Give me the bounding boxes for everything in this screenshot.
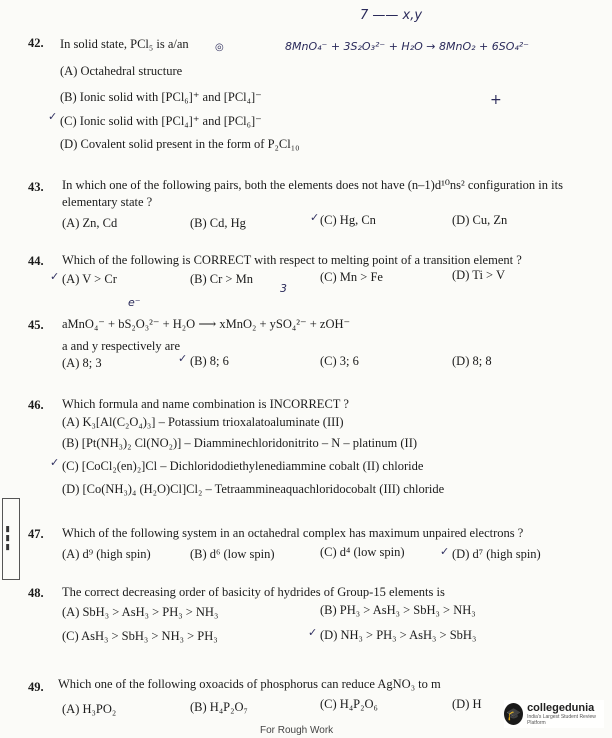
question-stem: The correct decreasing order of basicity of hydrides of Group-15 elements is xyxy=(62,585,445,599)
handwritten-equation: 8MnO₄⁻ + 3S₂O₃²⁻ + H₂O → 8MnO₂ + 6SO₄²⁻ xyxy=(285,40,529,53)
tick-mark-icon: ✓ xyxy=(440,545,450,558)
tick-mark-icon: ✓ xyxy=(310,211,320,224)
option-b: (B) PH₃ > AsH₃ > SbH₃ > NH₃ xyxy=(320,603,476,617)
option-c: (C) Hg, Cn xyxy=(320,213,376,227)
question-stem: Which of the following system in an octahedral complex has maximum unpaired electrons ? xyxy=(62,526,524,540)
collegedunia-logo xyxy=(504,700,604,728)
question-stem: Which one of the following oxoacids of phosphorus can reduce AgNO₃ to m xyxy=(58,677,441,691)
option-d: (D) Cu, Zn xyxy=(452,213,508,227)
option-d: (D) H xyxy=(452,697,482,711)
option-d: (D) 8; 8 xyxy=(452,354,492,368)
option-c: (C) Mn > Fe xyxy=(320,270,383,284)
option-a: (A) Octahedral structure xyxy=(60,64,183,78)
option-a: (A) V > Cr xyxy=(62,272,117,286)
tick-mark-icon: ✓ xyxy=(308,626,318,639)
question-stem: In which one of the following pairs, both the elements does not have (n–1)d¹⁰ns² configuration in its elementary state ? xyxy=(62,178,563,209)
handwritten-plus: + xyxy=(490,92,502,108)
option-c: (C) Ionic solid with [PCl₄]⁺ and [PCl₆]⁻ xyxy=(60,114,262,128)
tick-mark-icon: ✓ xyxy=(50,456,60,469)
footer-text: For Rough Work xyxy=(260,725,334,736)
handwritten-mark: e⁻ xyxy=(128,296,141,309)
option-c: (C) AsH₃ > SbH₃ > NH₃ > PH₃ xyxy=(62,629,218,643)
question-number: 49. xyxy=(28,680,44,694)
option-b: (B) 8; 6 xyxy=(190,354,229,368)
option-b: (B) Cr > Mn xyxy=(190,272,253,286)
option-a: (A) 8; 3 xyxy=(62,356,102,370)
option-c: (C) [CoCl₂(en)₂]Cl – Dichloridodiethylenediammine cobalt (II) chloride xyxy=(62,459,424,473)
logo-tagline: India's Largest Student Review Platform xyxy=(527,713,596,726)
option-b: (B) [Pt(NH₃)₂ Cl(NO₂)] – Diamminechloridonitrito – N – platinum (II) xyxy=(62,436,418,450)
question-number: 47. xyxy=(28,527,44,541)
option-d: (D) NH₃ > PH₃ > AsH₃ > SbH₃ xyxy=(320,628,477,642)
graduate-cap-icon: 🎓 xyxy=(504,703,523,725)
option-c: (C) H₄P₂O₆ xyxy=(320,697,378,711)
question-number: 45. xyxy=(28,318,44,332)
option-a: (A) K₃[Al(C₂O₄)₃] – Potassium trioxalatoaluminate (III) xyxy=(62,415,344,429)
question-number: 46. xyxy=(28,398,44,412)
option-d: (D) Covalent solid present in the form of P₂Cl₁₀ xyxy=(60,137,300,151)
option-d: (D) [Co(NH₃)₄ (H₂O)Cl]Cl₂ – Tetraammineaquachloridocobalt (III) chloride xyxy=(62,482,445,496)
logo-name: collegedunia xyxy=(527,701,595,714)
option-b: (B) d⁶ (low spin) xyxy=(190,547,275,561)
question-number: 43. xyxy=(28,180,44,194)
question-stem: aMnO₄⁻ + bS₂O₃²⁻ + H₂O ⟶ xMnO₂ + ySO₄²⁻ + zOH⁻ xyxy=(62,317,351,331)
option-a: (A) d⁹ (high spin) xyxy=(62,547,151,561)
option-d: (D) d⁷ (high spin) xyxy=(452,547,541,561)
question-number: 44. xyxy=(28,254,44,268)
handwritten-mark: 3 xyxy=(280,282,287,295)
option-c: (C) 3; 6 xyxy=(320,354,359,368)
option-a: (A) SbH₃ > AsH₃ > PH₃ > NH₃ xyxy=(62,605,219,619)
option-d: (D) Ti > V xyxy=(452,268,506,282)
option-b: (B) H₄P₂O₇ xyxy=(190,700,248,714)
option-b: (B) Ionic solid with [PCl₆]⁺ and [PCl₄]⁻ xyxy=(60,90,262,104)
question-stem: In solid state, PCl₅ is a/an xyxy=(60,37,189,51)
tick-mark-icon: ✓ xyxy=(48,110,58,123)
question-stem: Which formula and name combination is INCORRECT ? xyxy=(62,397,349,411)
side-stamp: ▮▮▮ xyxy=(2,498,20,580)
question-number: 42. xyxy=(28,36,44,50)
option-a: (A) Zn, Cd xyxy=(62,216,118,230)
tick-mark-icon: ✓ xyxy=(50,270,60,283)
question-stem-2: a and y respectively are xyxy=(62,339,180,353)
handwritten-note-top: 7 —— x,y xyxy=(360,8,423,23)
handwritten-doodle: ◎ xyxy=(215,42,224,53)
question-number: 48. xyxy=(28,586,44,600)
option-c: (C) d⁴ (low spin) xyxy=(320,545,405,559)
option-a: (A) H₃PO₂ xyxy=(62,702,117,716)
option-b: (B) Cd, Hg xyxy=(190,216,246,230)
question-stem: Which of the following is CORRECT with respect to melting point of a transition element ? xyxy=(62,253,522,267)
tick-mark-icon: ✓ xyxy=(178,352,188,365)
